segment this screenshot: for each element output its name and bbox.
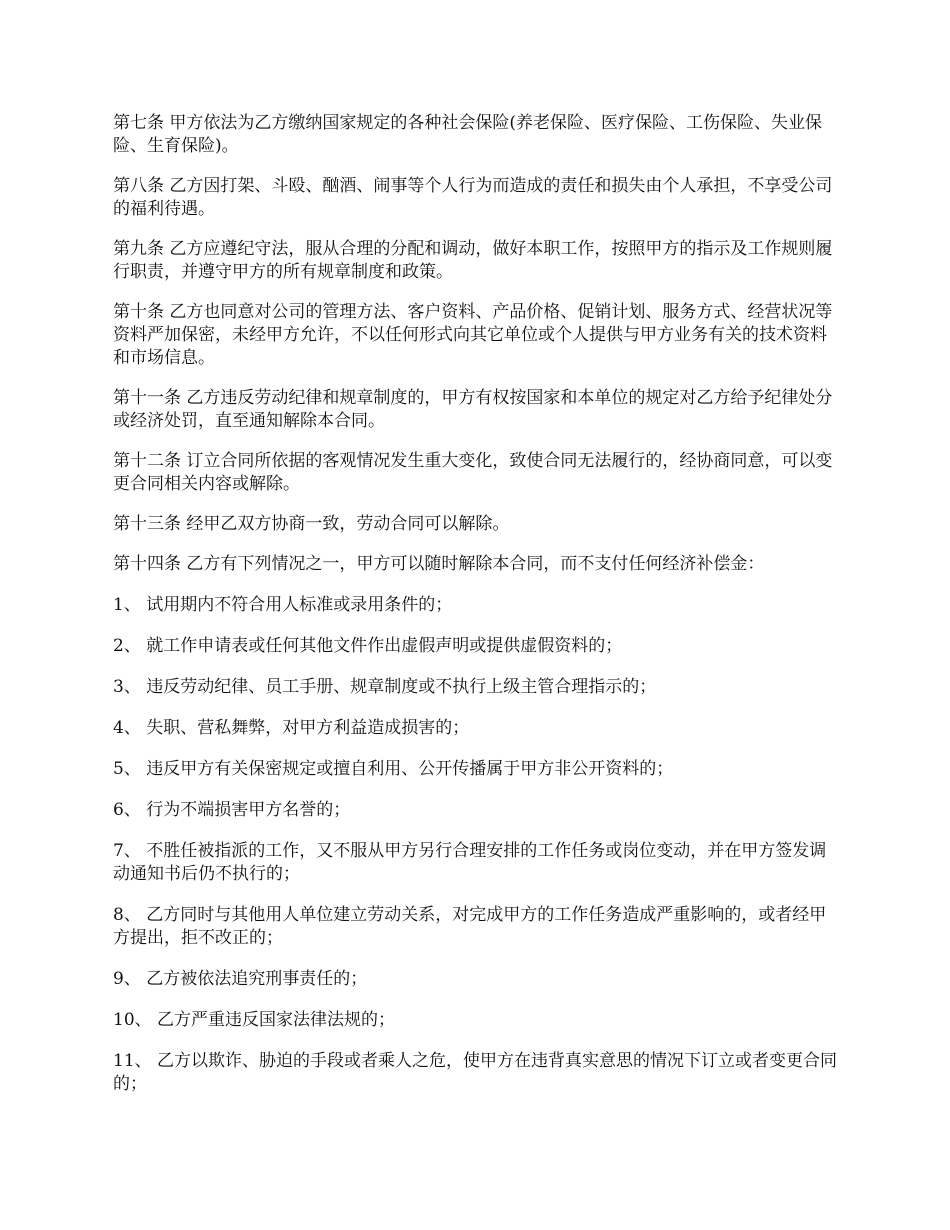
clause-7: 第七条 甲方依法为乙方缴纳国家规定的各种社会保险(养老保险、医疗保险、工伤保险、失业保险、生育保险)。: [113, 113, 823, 156]
clause-12: 第十二条 订立合同所依据的客观情况发生重大变化，致使合同无法履行的，经协商同意，可以变更合同相关内容或解除。: [113, 451, 833, 494]
clause-10: 第十条 乙方也同意对公司的管理方法、客户资料、产品价格、促销计划、服务方式、经营状况等资料严加保密，未经甲方允许，不以任何形式向其它单位或个人提供与甲方业务有关的技术资料和市场信息。: [113, 302, 833, 368]
list-item: 7、 不胜任被指派的工作，又不服从甲方另行合理安排的工作任务或岗位变动，并在甲方签发调动通知书后仍不执行的；: [113, 841, 827, 884]
list-item: 5、 违反甲方有关保密规定或擅自利用、公开传播属于甲方非公开资料的；: [113, 759, 674, 779]
list-item: 10、 乙方严重违反国家法律法规的；: [113, 1010, 396, 1030]
clause-13: 第十三条 经甲乙双方协商一致，劳动合同可以解除。: [113, 514, 510, 534]
list-item: 6、 行为不端损害甲方名誉的；: [113, 800, 351, 820]
list-item: 3、 违反劳动纪律、员工手册、规章制度或不执行上级主管合理指示的；: [113, 677, 657, 697]
list-item: 8、 乙方同时与其他用人单位建立劳动关系，对完成甲方的工作任务造成严重影响的，或者经甲方提出，拒不改正的；: [113, 905, 827, 948]
clause-9: 第九条 乙方应遵纪守法，服从合理的分配和调动，做好本职工作，按照甲方的指示及工作规则履行职责，并遵守甲方的所有规章制度和政策。: [113, 239, 833, 282]
list-item: 1、 试用期内不符合用人标准或录用条件的；: [113, 595, 453, 615]
clause-14: 第十四条 乙方有下列情况之一，甲方可以随时解除本合同，而不支付任何经济补偿金：: [113, 554, 765, 574]
clause-8: 第八条 乙方因打架、斗殴、酗酒、闹事等个人行为而造成的责任和损失由个人承担，不享受公司的福利待遇。: [113, 176, 833, 219]
clause-11: 第十一条 乙方违反劳动纪律和规章制度的，甲方有权按国家和本单位的规定对乙方给予纪律处分或经济处罚，直至通知解除本合同。: [113, 388, 833, 431]
document-body: [113, 112, 843, 1114]
list-item: 2、 就工作申请表或任何其他文件作出虚假声明或提供虚假资料的；: [113, 636, 623, 656]
list-item: 11、 乙方以欺诈、胁迫的手段或者乘人之危，使甲方在违背真实意思的情况下订立或者变更合同的；: [113, 1051, 838, 1094]
list-item: 4、 失职、营私舞弊，对甲方利益造成损害的；: [113, 718, 470, 738]
list-item: 9、 乙方被依法追究刑事责任的；: [113, 969, 368, 989]
